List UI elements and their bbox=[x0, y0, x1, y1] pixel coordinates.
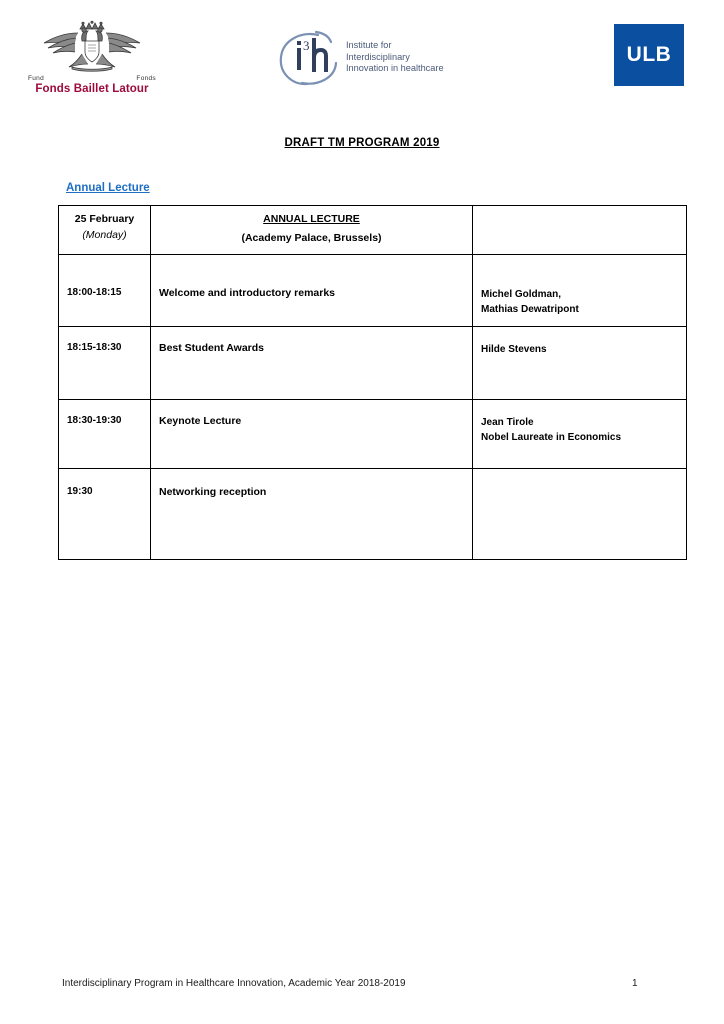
cell-description bbox=[151, 469, 473, 560]
row-time: 18:15-18:30 bbox=[67, 342, 122, 353]
i3h-mark-icon bbox=[272, 26, 352, 90]
cell-people bbox=[473, 255, 687, 327]
i3h-line-2: Interdisciplinary bbox=[346, 51, 410, 62]
header-venue: (Academy Palace, Brussels) bbox=[241, 232, 382, 244]
cell-time bbox=[59, 469, 151, 560]
cell-description bbox=[151, 255, 473, 327]
cell-session-title bbox=[151, 206, 473, 255]
footer-text: Interdisciplinary Program in Healthcare Innovation, Academic Year 2018-2019 bbox=[62, 978, 406, 989]
cell-people bbox=[473, 327, 687, 400]
cell-description bbox=[151, 400, 473, 469]
cell-people bbox=[473, 206, 687, 255]
cell-description bbox=[151, 327, 473, 400]
page-title: DRAFT TM PROGRAM 2019 bbox=[284, 137, 440, 149]
table-row bbox=[59, 255, 687, 327]
row-person: Nobel Laureate in Economics bbox=[481, 432, 622, 443]
row-description: Best Student Awards bbox=[159, 342, 265, 354]
crest-icon bbox=[22, 20, 162, 74]
row-person: Jean Tirole bbox=[481, 417, 534, 428]
section-heading-annual-lecture: Annual Lecture bbox=[66, 182, 150, 194]
fbl-left-label: Fund bbox=[28, 75, 45, 82]
footer-page-number: 1 bbox=[632, 978, 638, 989]
fbl-title: Fonds Baillet Latour bbox=[35, 83, 149, 95]
row-person: Michel Goldman, bbox=[481, 289, 562, 300]
row-person: Hilde Stevens bbox=[481, 344, 547, 355]
cell-time bbox=[59, 327, 151, 400]
row-time: 19:30 bbox=[67, 486, 93, 497]
program-table bbox=[58, 205, 687, 560]
cell-time bbox=[59, 255, 151, 327]
header-day: (Monday) bbox=[82, 229, 127, 241]
svg-text:3: 3 bbox=[303, 38, 310, 53]
header-date: 25 February bbox=[74, 213, 135, 225]
ulb-logo: ULB bbox=[614, 24, 684, 86]
i3h-logo bbox=[272, 26, 472, 94]
row-description: Keynote Lecture bbox=[159, 415, 242, 427]
table-row bbox=[59, 327, 687, 400]
row-person: Mathias Dewatripont bbox=[481, 304, 579, 315]
row-time: 18:00-18:15 bbox=[67, 287, 122, 298]
cell-date bbox=[59, 206, 151, 255]
row-time: 18:30-19:30 bbox=[67, 415, 122, 426]
fbl-right-label: Fonds bbox=[136, 75, 156, 82]
i3h-wordmark bbox=[346, 40, 444, 75]
cell-time bbox=[59, 400, 151, 469]
cell-people bbox=[473, 469, 687, 560]
page-footer bbox=[0, 978, 724, 994]
table-row bbox=[59, 400, 687, 469]
row-description: Networking reception bbox=[159, 486, 267, 498]
row-description: Welcome and introductory remarks bbox=[159, 287, 336, 299]
i3h-line-3: Innovation in healthcare bbox=[346, 63, 444, 74]
table-row bbox=[59, 469, 687, 560]
cell-people bbox=[473, 400, 687, 469]
i3h-line-1: Institute for bbox=[346, 40, 392, 50]
table-row-header bbox=[59, 206, 687, 255]
header-session-title: ANNUAL LECTURE bbox=[263, 213, 360, 225]
fonds-baillet-latour-logo bbox=[22, 20, 162, 95]
header-logo-band bbox=[0, 18, 724, 98]
